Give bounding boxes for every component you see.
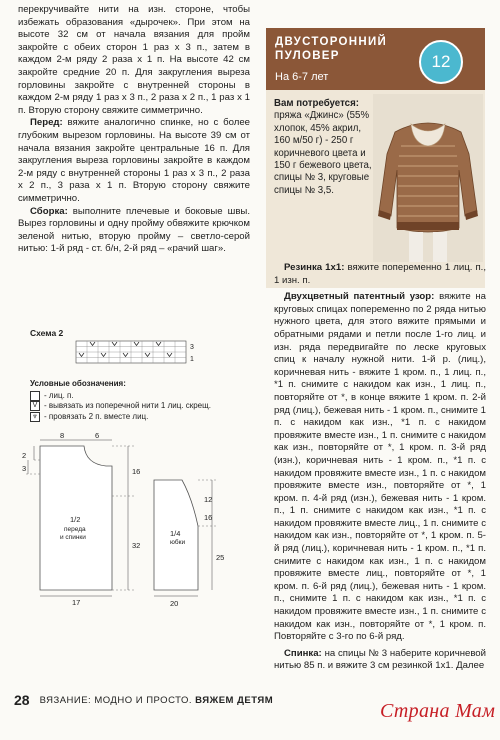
schema-title: Схема 2 — [30, 328, 64, 338]
assembly-text: выполните плечевые и боковые швы. Вырез горловины и одну пройму обвяжите крючком зеленой нитью, вторую пройму – светло-серой нитью: 1-й ряд - ст. б/н, 2-й ряд – «рачий шаг». — [18, 205, 250, 255]
front-label: Перед: — [30, 117, 63, 129]
title-line-1: ДВУСТОРОННИЙ — [275, 36, 388, 48]
legend-item-text: - лиц. п. — [44, 390, 74, 400]
schema-row-3: 3 — [190, 344, 194, 351]
site-watermark: Страна Мам — [380, 700, 496, 722]
label-front: переда — [64, 526, 86, 533]
measure-8: 8 — [60, 431, 65, 440]
project-number-badge: 12 — [419, 40, 463, 84]
magazine-title — [40, 695, 274, 706]
pattern-front-back — [22, 431, 140, 607]
project-age: На 6-7 лет — [275, 71, 329, 83]
back-label: Спинка: — [284, 647, 322, 659]
label-skirt: юбки — [170, 539, 186, 546]
measure-16: 16 — [204, 513, 213, 522]
magazine-name: ВЯЗАНИЕ: МОДНО И ПРОСТО. — [39, 694, 193, 706]
increase-stitch-icon: V — [30, 401, 40, 411]
paragraph-pattern — [274, 291, 486, 644]
page-number: 28 — [14, 692, 30, 708]
left-column-text — [18, 4, 250, 256]
label-back: и спинки — [60, 534, 86, 541]
assembly-label: Сборка: — [30, 205, 68, 217]
measure-6: 6 — [95, 431, 100, 440]
knit-stitch-icon — [30, 391, 40, 401]
rib-label: Резинка 1х1: — [284, 262, 345, 273]
schema-row-1: 1 — [190, 356, 194, 363]
right-column-text — [274, 262, 486, 673]
measure-2: 2 — [22, 451, 27, 460]
measure-3: 3 — [22, 464, 27, 473]
schema-grid — [76, 341, 206, 369]
paragraph-front — [18, 117, 250, 205]
legend-item-text: - вывязать из поперечной нити 1 лиц. скрещ. — [44, 401, 211, 410]
paragraph-back-piece — [274, 648, 486, 673]
paragraph-rib — [274, 262, 486, 287]
rib-text: вяжите попеременно 1 лиц. п., 1 изн. п. — [274, 262, 486, 286]
fraction-half: 1/2 — [70, 515, 81, 524]
pattern-label: Двухцветный патентный узор: — [284, 291, 435, 303]
magazine-issue: ВЯЖЕМ ДЕТЯМ — [195, 694, 274, 706]
front-text: вяжите аналогично спинке, но с более глубоким вырезом горловины. На высоте 39 см от начала вязания закройте центральные 16 п. Для закругления выреза горловины закройте в каждом 2-м ряду с внутренней стороны 1 раз х 3 п., 2 раза х 2 п., 3 раза х 1 п. Вторую сторону свяжите симметрично. — [18, 117, 250, 204]
project-title — [275, 35, 387, 63]
sweater-photo — [373, 94, 483, 262]
legend-title: Условные обозначения: — [30, 379, 126, 388]
legend-item-text: - провязать 2 п. вместе лиц. — [44, 411, 149, 421]
pattern-diagrams — [22, 431, 252, 608]
legend-item — [30, 412, 211, 423]
measure-20: 20 — [170, 599, 179, 608]
legend-item — [30, 401, 211, 412]
measure-32: 32 — [132, 541, 141, 550]
measure-12: 12 — [204, 495, 213, 504]
paragraph-back: перекручивайте нити на изн. стороне, чтобы избежать образования «дырочек». При этом на высоте 32 см от начала вязания для пройм закройте с обеих сторон 1 раз х 3 п., затем в каждом 2-м ряду 2 раза х 1 п. На высоте 42 см закройте средние 20 п. Для закругления выреза горловины закройте с внутренней стороны в каждом 2-м ряду 1 раз х 3 п., 2 раза х 2 п., 1 раз х 1 п. Вторую сторону свяжите симметрично. — [18, 4, 250, 116]
materials-text: пряжа «Джинс» (55% хлопок, 45% акрил, 160 м/50 г) - 250 г коричневого цвета и 150 г бежевого цвета, спицы № 3, круговые спицы № 3,5. — [274, 110, 372, 196]
fraction-quarter: 1/4 — [170, 529, 181, 538]
decrease-stitch-icon: ⩔ — [30, 412, 40, 422]
materials-title: Вам потребуется: — [274, 98, 359, 109]
legend-item — [30, 391, 211, 402]
back-text: на спицы № 3 наберите коричневой нитью 85 п. и вяжите 3 см резинкой 1х1. Далее — [274, 647, 487, 672]
title-line-2: ПУЛОВЕР — [275, 50, 340, 62]
measure-17: 17 — [72, 598, 81, 607]
legend — [30, 379, 211, 422]
pattern-text: вяжите на круговых спицах попеременно по 2 ряда нитью нужного цвета, для этого вяжите прямыми и обратными рядами и петли после 1-го лиц. и изн. ряда передвигайте по леске круговых спиц к началу нужной нити. 1-й р. (лиц.), коричневая нить - вяжите 1 кром. п., 1 лиц. п., *1 п. снимите с накидом как изн., 1 лиц. п., повторяйте от *, в конце вяжите 1 кром. п. 2-й ряд (лиц.), бежевая нить - 1 кром. п., снимите 1 п. с накидом как изн., *1 п. с накидом провяжите вместе изн., 1 п. снимите с накидом как изн., повторяйте от *, 1 кром. п. 3-й ряд (изн.), коричневая нить - 1 кром. п., *1 п. с накидом провяжите вместе изн., 1 п. с накидом провяжите вместе изн., повторяйте от *, 1 кром. п. 4-й ряд (изн.), бежевая нить - 1 кром. п., 1 п. снимите с накидом как изн., *1 п. с накидом провяжите вместе лиц., 1 п. снимите с накидом как изн., повторяйте от *, 1 кром. п. 5-й ряд (лиц.), коричневая нить - 1 кром. п., *1 п. снимите с накидом как изн., 1 п. с накидом провяжите вместе лиц., повторяйте от *, 1 кром. п. 6-й ряд (лиц.), бежевая нить - 1 кром. п., снимите 1 п. с накидом как изн., *1 п. с накидом провяжите вместе изн., 1 п. снимите с накидом как изн., повторяйте от *, 1 кром. п. Повторяйте с 3-го по 6-й ряд. — [274, 291, 486, 643]
paragraph-assembly — [18, 206, 250, 256]
measure-16: 16 — [132, 467, 141, 476]
pattern-skirt — [154, 480, 224, 608]
materials-box — [274, 98, 372, 197]
measure-25: 25 — [216, 553, 225, 562]
